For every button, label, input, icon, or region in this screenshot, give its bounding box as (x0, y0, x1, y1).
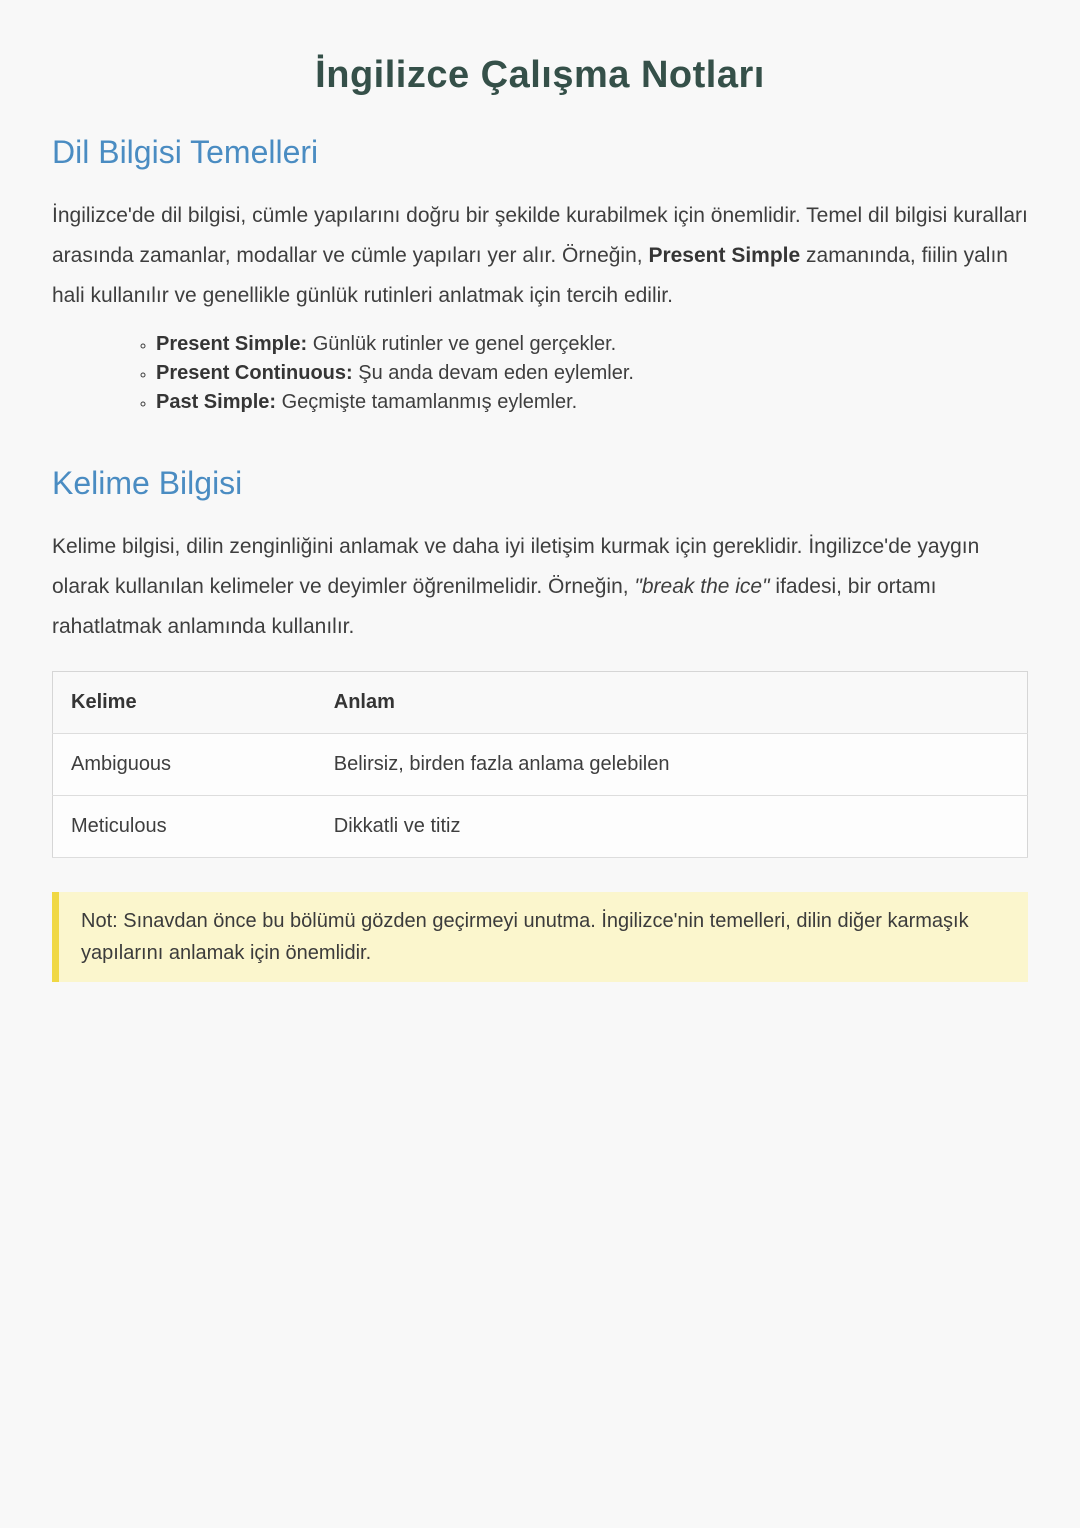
italic-text-run: "break the ice" (634, 575, 770, 598)
bold-text-run: Present Simple (648, 244, 801, 267)
table-cell-meaning: Dikkatli ve titiz (316, 796, 1028, 858)
bullet-text: Günlük rutinler ve genel gerçekler. (307, 333, 617, 355)
bullet-label: Present Continuous: (156, 362, 353, 384)
table-cell-word: Ambiguous (53, 734, 316, 796)
table-cell-word: Meticulous (53, 796, 316, 858)
text-run: Kelime bilgisi, dilin zenginliğini anlamak ve daha iyi iletişim kurmak için gereklidir. İngilizce'de yaygın olarak kullanılan kelimeler ve deyimler öğrenilmelidir. Örneğin, (52, 535, 980, 598)
table-row (53, 796, 1028, 858)
section-heading-vocabulary: Kelime Bilgisi (52, 465, 243, 501)
list-item (156, 359, 1028, 388)
column-header-anlam: Anlam (316, 672, 1028, 734)
grammar-paragraph (52, 196, 1028, 316)
bullet-text: Şu anda devam eden eylemler. (352, 362, 634, 384)
table-cell-meaning: Belirsiz, birden fazla anlama gelebilen (316, 734, 1028, 796)
grammar-bullet-list (52, 330, 1028, 417)
list-item (156, 388, 1028, 417)
bullet-label: Present Simple: (156, 333, 308, 355)
text-run: İngilizce'de dil bilgisi, cümle yapılarını doğru bir şekilde kurabilmek için önemlidir. Temel dil bilgisi kuralları arasında zamanlar, modallar ve cümle yapıları yer alır. Örneğin, (52, 204, 1028, 267)
text-run: ifadesi, bir ortamı rahatlatmak anlamında kullanılır. (52, 575, 937, 638)
bullet-label: Past Simple: (156, 391, 277, 413)
bullet-text: Geçmişte tamamlanmış eylemler. (276, 391, 578, 413)
table-header-row (53, 672, 1028, 734)
vocabulary-table (52, 671, 1028, 858)
table-row (53, 734, 1028, 796)
list-item (156, 330, 1028, 359)
section-heading-grammar: Dil Bilgisi Temelleri (52, 134, 319, 170)
vocabulary-paragraph (52, 527, 1028, 647)
column-header-kelime: Kelime (53, 672, 316, 734)
text-run: zamanında, fiilin yalın hali kullanılır ve genellikle günlük rutinleri anlatmak için tercih edilir. (52, 244, 1008, 307)
note-callout (52, 892, 1028, 982)
note-text: Not: Sınavdan önce bu bölümü gözden geçirmeyi unutma. İngilizce'nin temelleri, dilin diğer karmaşık yapılarını anlamak için önemlidir. (81, 910, 969, 964)
page-title: İngilizce Çalışma Notları (315, 54, 765, 96)
